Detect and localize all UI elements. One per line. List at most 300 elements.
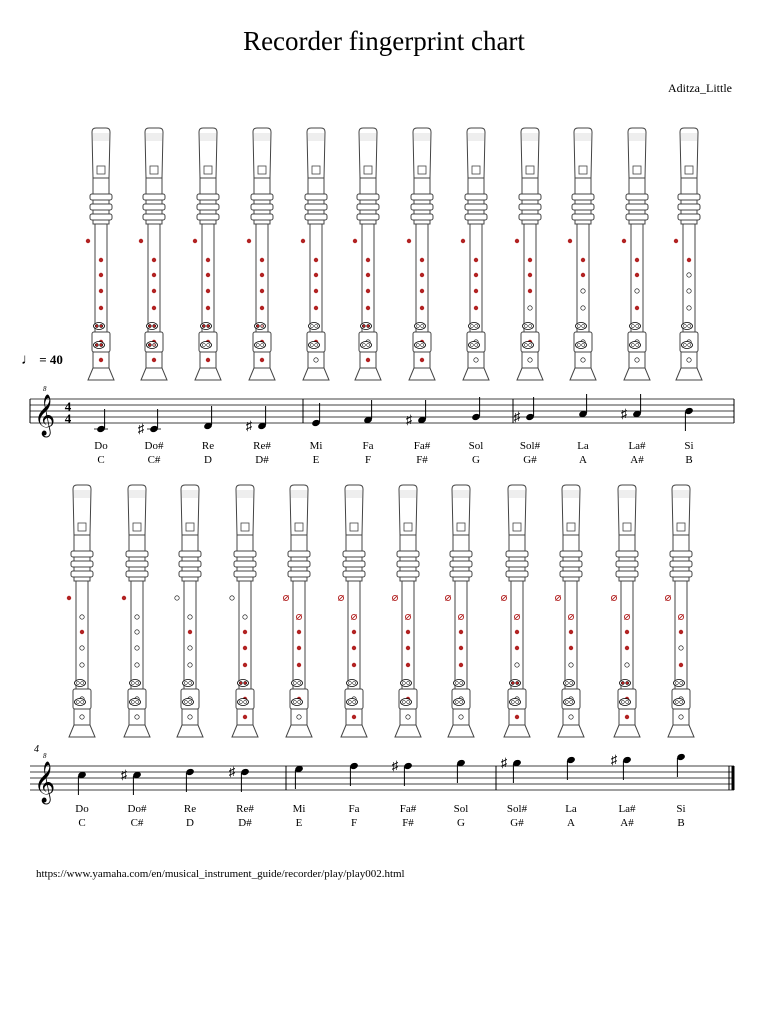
joint-ring [343,571,365,577]
double-hole-right [680,681,683,684]
closed-hole [139,239,143,243]
double-hole-left [348,681,351,684]
solfege-label: Sol [468,440,484,452]
open-hole [581,289,585,293]
double-hole-right [688,343,691,346]
solfege-label: Re [183,803,197,815]
double-hole-left [565,681,568,684]
body-joint [416,224,428,334]
closed-hole [352,630,356,634]
double-hole-right [207,343,210,346]
sharp-sign: ♯ [610,752,618,767]
double-hole-right [261,343,264,346]
joint-ring [126,561,148,567]
staff-note [311,403,321,427]
closed-hole [188,630,192,634]
joint-ring [126,571,148,577]
treble-clef-icon: 𝄞 [34,395,56,435]
double-hole-right [626,700,629,703]
double-hole-right [460,700,463,703]
bell [141,368,167,380]
solfege-label: Do [75,803,89,815]
staff-note [676,753,686,777]
labium-window [295,523,303,531]
joint-ring [519,194,541,200]
recorder-fingering-f [353,128,381,380]
bell [668,725,694,737]
sharp-sign: ♯ [120,767,128,782]
labium-window [150,166,158,174]
recorder-fingering-f [338,485,367,737]
closed-hole [568,239,572,243]
joint-ring [143,194,165,200]
joint-ring [397,551,419,557]
staff-note [456,759,466,783]
sharp-sign: ♯ [620,406,628,421]
closed-hole [366,306,370,310]
closed-hole [474,289,478,293]
joint-ring [411,194,433,200]
body-joint [256,224,268,334]
open-hole [528,306,532,310]
closed-hole [206,358,210,362]
double-hole-left [310,343,313,346]
body-joint [148,224,160,334]
measure-number: 4 [34,744,39,755]
joint-ring [572,214,594,220]
joint-ring [305,194,327,200]
double-hole-right [315,343,318,346]
joint-ring [179,571,201,577]
double-hole-right [529,324,532,327]
double-hole-right [189,681,192,684]
closed-hole [314,289,318,293]
double-hole-right [421,343,424,346]
double-hole-left [577,343,580,346]
closed-hole [247,239,251,243]
closed-hole [301,239,305,243]
body-joint [565,581,577,691]
double-hole-left [310,324,313,327]
double-hole-right [570,700,573,703]
double-hole-right [100,343,103,346]
double-hole-right [460,681,463,684]
bell [303,368,329,380]
open-hole [569,715,573,719]
closed-hole [297,663,301,667]
solfege-label: Mi [292,803,306,815]
labium-window [241,523,249,531]
double-hole-left [76,681,79,684]
joint-ring [506,551,528,557]
joint-ring [560,571,582,577]
body-joint [621,581,633,691]
labium-window [457,523,465,531]
closed-hole [86,239,90,243]
double-hole-left [95,324,98,327]
sharp-sign: ♯ [391,758,399,773]
composer-credit: Aditza_Little [668,81,732,95]
recorder-fingering-a-sharp [611,485,640,737]
bell [286,725,312,737]
double-hole-right [407,681,410,684]
joint-ring [450,571,472,577]
bell [69,725,95,737]
closed-hole [635,306,639,310]
closed-hole [366,358,370,362]
staff-note [514,397,535,424]
double-hole-left [470,324,473,327]
closed-hole [474,306,478,310]
open-hole [243,615,247,619]
body-joint [470,224,482,334]
letter-label: E [295,817,303,829]
closed-hole [206,258,210,262]
joint-ring [616,561,638,567]
joint-ring [678,194,700,200]
closed-hole [459,663,463,667]
solfege-label: Sol [453,803,469,815]
tempo-text: = 40 [39,352,63,367]
solfege-label: Fa# [413,440,431,452]
double-hole-right [153,324,156,327]
closed-hole [352,715,356,719]
double-hole-right [136,700,139,703]
bell [88,368,114,380]
staff-note [138,409,161,436]
double-hole-left [470,343,473,346]
closed-hole [297,630,301,634]
double-hole-left [455,681,458,684]
closed-hole [152,273,156,277]
labium-window [685,166,693,174]
joint-ring [506,571,528,577]
letter-label: D [186,817,194,829]
solfege-label: Fa# [399,803,417,815]
letter-label: D# [238,817,252,829]
joint-ring [397,571,419,577]
open-hole [80,646,84,650]
open-hole [515,663,519,667]
closed-hole [243,663,247,667]
open-hole [474,358,478,362]
labium-window [579,166,587,174]
recorder-fingering-f-sharp [392,485,421,737]
joint-ring [90,214,112,220]
staff-system-1 [30,385,734,437]
joint-ring [234,571,256,577]
double-hole-left [565,700,568,703]
bell [570,368,596,380]
body-joint [202,224,214,334]
staff-note [294,765,304,789]
double-hole-left [239,700,242,703]
open-hole [528,358,532,362]
closed-hole [352,646,356,650]
joint-ring [357,214,379,220]
labium-window [472,166,480,174]
time-signature-top: 4 [64,399,72,414]
double-hole-right [244,700,247,703]
open-hole [80,615,84,619]
double-hole-left [202,343,205,346]
double-hole-right [81,700,84,703]
bell [177,725,203,737]
closed-hole [297,646,301,650]
body-joint [362,224,374,334]
closed-hole [569,630,573,634]
body-joint [402,581,414,691]
sharp-sign: ♯ [500,755,508,770]
double-hole-right [680,700,683,703]
solfege-label: Si [676,803,686,815]
bell [124,725,150,737]
bell [463,368,489,380]
closed-hole [474,258,478,262]
joint-ring [90,194,112,200]
closed-hole [206,273,210,277]
body-joint [348,581,360,691]
double-hole-left [131,681,134,684]
joint-ring [519,214,541,220]
open-hole [230,596,234,600]
closed-hole [260,273,264,277]
closed-hole [461,239,465,243]
open-hole [188,663,192,667]
joint-ring [506,561,528,567]
staff-note [246,406,267,433]
double-hole-right [298,681,301,684]
closed-hole [314,273,318,277]
bell [249,368,275,380]
double-hole-left [256,343,259,346]
body-joint [184,581,196,691]
closed-hole [99,306,103,310]
double-hole-right [81,681,84,684]
clef-octave-mark: 8 [43,752,47,760]
solfege-label: Sol# [506,803,528,815]
closed-hole [243,630,247,634]
double-hole-left [577,324,580,327]
closed-hole [99,258,103,262]
joint-ring [450,551,472,557]
bell [341,725,367,737]
recorder-fingering-b [665,485,694,737]
open-hole [135,663,139,667]
bell [409,368,435,380]
body-joint [675,581,687,691]
joint-ring [251,214,273,220]
closed-hole [352,663,356,667]
bell [355,368,381,380]
double-hole-left [402,681,405,684]
closed-hole [581,258,585,262]
staff-system-2 [30,752,735,804]
staff-note [566,756,576,780]
solfege-label: Sol# [519,440,541,452]
closed-hole [622,239,626,243]
closed-hole [366,289,370,293]
labium-window [418,166,426,174]
body-joint [310,224,322,334]
solfege-label: Do# [127,803,147,815]
open-hole [135,615,139,619]
recorder-fingering-c [86,128,114,380]
joint-ring [288,551,310,557]
double-hole-left [362,324,365,327]
recorder-fingering-b [674,128,702,380]
closed-hole [260,306,264,310]
double-hole-left [76,700,79,703]
double-hole-left [362,343,365,346]
open-hole [80,663,84,667]
open-hole [135,630,139,634]
solfege-label: Si [684,440,694,452]
closed-hole [353,239,357,243]
recorder-fingering-e [283,485,312,737]
letter-label: A [579,454,587,466]
labium-window [97,166,105,174]
closed-hole [515,239,519,243]
letter-label: B [677,817,685,829]
open-hole [135,715,139,719]
double-hole-right [298,700,301,703]
open-hole [679,646,683,650]
labium-window [404,523,412,531]
body-joint [76,581,88,691]
double-hole-left [184,700,187,703]
double-hole-right [207,324,210,327]
open-hole [679,715,683,719]
joint-ring [670,561,692,567]
joint-ring [411,214,433,220]
body-joint [95,224,107,334]
closed-hole [99,358,103,362]
staff-note [94,409,108,433]
solfege-label: Re# [253,440,271,452]
recorder-fingering-a [555,485,584,737]
joint-ring [197,204,219,210]
closed-hole [314,258,318,262]
joint-ring [397,561,419,567]
solfege-label: Re [201,440,215,452]
joint-ring [616,571,638,577]
body-joint [511,581,523,691]
double-hole-left [293,700,296,703]
double-hole-right [636,324,639,327]
staff-note [578,394,588,418]
joint-ring [71,561,93,567]
double-hole-left [631,324,634,327]
sharp-sign: ♯ [513,409,521,424]
letter-label: G# [523,454,537,466]
bell [614,725,640,737]
closed-hole [206,289,210,293]
solfege-label: La# [628,440,646,452]
labium-window [312,166,320,174]
open-hole [687,273,691,277]
labium-window [133,523,141,531]
open-hole [635,289,639,293]
joint-ring [234,561,256,567]
recorder-fingering-d-sharp [247,128,275,380]
double-hole-left [455,700,458,703]
double-hole-right [261,324,264,327]
joint-ring [519,204,541,210]
closed-hole [635,273,639,277]
letter-label: F# [402,817,414,829]
body-joint [293,581,305,691]
recorder-fingering-d [175,485,203,737]
open-hole [175,596,179,600]
joint-ring [626,204,648,210]
closed-hole [99,289,103,293]
open-hole [459,715,463,719]
staff-note [684,407,694,431]
labium-window [78,523,86,531]
joint-ring [197,214,219,220]
sharp-sign: ♯ [405,412,413,427]
closed-hole [152,306,156,310]
double-hole-left [348,700,351,703]
labium-window [677,523,685,531]
closed-hole [260,358,264,362]
double-hole-right [407,700,410,703]
closed-hole [515,715,519,719]
sharp-sign: ♯ [245,418,253,433]
double-hole-left [511,681,514,684]
treble-clef-icon: 𝄞 [34,762,56,802]
body-joint [455,581,467,691]
clef-octave-mark: 8 [43,385,47,393]
joint-ring [670,571,692,577]
closed-hole [152,258,156,262]
recorder-fingering-d-sharp [230,485,258,737]
joint-ring [560,561,582,567]
closed-hole [80,630,84,634]
joint-ring [357,194,379,200]
joint-ring [411,204,433,210]
joint-ring [572,204,594,210]
bell [448,725,474,737]
open-hole [314,358,318,362]
closed-hole [625,715,629,719]
double-hole-left [202,324,205,327]
double-hole-right [582,324,585,327]
double-hole-right [100,324,103,327]
joint-ring [616,551,638,557]
open-hole [687,289,691,293]
body-joint [683,224,695,334]
double-hole-right [626,681,629,684]
double-hole-left [256,324,259,327]
letter-label: G [472,454,480,466]
double-hole-right [315,324,318,327]
closed-hole [420,258,424,262]
staff-note [363,400,373,424]
open-hole [135,646,139,650]
double-hole-left [416,324,419,327]
body-joint [631,224,643,334]
recorder-fingering-c-sharp [122,485,150,737]
page-title: Recorder fingerprint chart [243,26,525,56]
staff-note [121,767,142,795]
joint-ring [465,194,487,200]
double-hole-right [367,343,370,346]
double-hole-right [353,700,356,703]
labium-window [633,166,641,174]
closed-hole [406,663,410,667]
